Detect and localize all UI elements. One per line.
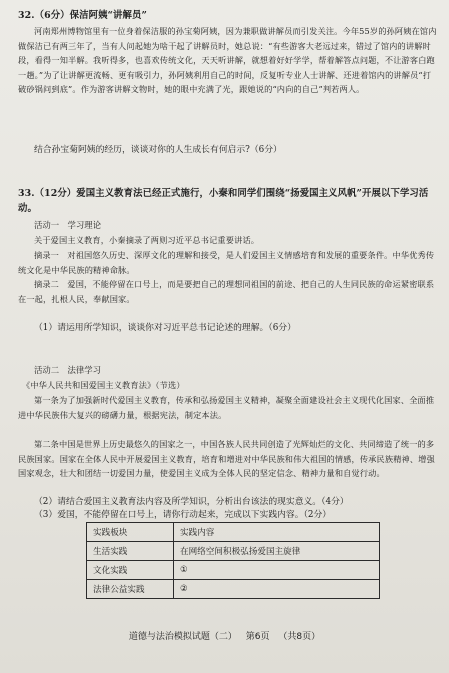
practice-table (86, 522, 380, 599)
q33-excerpt1: 摘录一 对祖国悠久历史、深厚文化的理解和接受，是人们爱国主义情感培育和发展的重要条件。中华优秀传统文化是中华民族的精神命脉。 (18, 250, 435, 275)
table-cell: 文化实践 (87, 561, 174, 580)
table-header-cell: 实践板块 (87, 523, 174, 542)
q33-ask2: （2）请结合爱国主义教育法内容及所学知识，分析出台该法的现实意义。（4分） (34, 497, 349, 507)
q32-task: 结合孙宝菊阿姨的经历，谈谈对你的人生成长有何启示?（6分） (34, 145, 282, 155)
answer-blank-2[interactable]: ② (174, 580, 380, 599)
q33-activity2-title: 活动二 法律学习 (34, 365, 101, 375)
table-cell: 在网络空间积极弘扬爱国主旋律 (174, 542, 380, 561)
q33-activity1-intro: 关于爱国主义教育，小秦摘录了两则习近平总书记重要讲话。 (34, 235, 260, 245)
q33-header: 33.（12分）爱国主义教育法已经正式施行，小秦和同学们围绕“扬爱国主义风帆”开展以下学习活动。 (18, 188, 429, 214)
q32-passage: 河南郑州博物馆里有一位身着保洁服的孙宝菊阿姨，因为兼职做讲解员而引发关注。今年55岁的孙阿姨在馆内做保洁已有两三年了，当有人问起她为啥干起了讲解员时，她总说：“有些游客大老远过来，错过了馆内的讲解时段，看得一知半解。我听得多，也喜欢传统文化，天天听讲解，就想着好好学学，帮着解答点问题，不让游客白跑一趟。”为了让讲解更流畅、更有吸引力，孙阿姨利用自己的时间，反复听专业人士讲解、还进着馆内的讲解员“打破砂锅问到底”。作为游客讲解文物时，她的眼中充满了光，跟她说的“内向的自己”判若两人。 (18, 26, 437, 95)
q33-ask1: （1）请运用所学知识，谈谈你对习近平总书记论述的理解。（6分） (34, 323, 296, 333)
table-header-cell: 实践内容 (174, 523, 380, 542)
table-cell: 生活实践 (87, 542, 174, 561)
table-row (87, 561, 380, 580)
page-footer (0, 629, 449, 642)
q33-law-title: 《中华人民共和国爱国主义教育法》（节选） (22, 380, 185, 390)
q33-article1: 第一条为了加强新时代爱国主义教育，传承和弘扬爱国主义精神，凝聚全面建设社会主义现代化国家、全面推进中华民族伟大复兴的磅礴力量，根据宪法，制定本法。 (18, 395, 435, 420)
answer-blank-1[interactable]: ① (174, 561, 380, 580)
table-row (87, 542, 380, 561)
q33-ask3: （3）爱国，不能停留在口号上，请你行动起来，完成以下实践内容。（2分） (34, 510, 332, 520)
table-cell: 法律公益实践 (87, 580, 174, 599)
q33-excerpt2: 摘录二 爱国，不能停留在口号上，而是要把自己的理想同祖国的前途、把自己的人生同民族的命运紧密联系在一起，扎根人民，奉献国家。 (18, 279, 435, 304)
q33-article2: 第二条中国是世界上历史最悠久的国家之一，中国各族人民共同创造了光辉灿烂的文化、共同缔造了统一的多民族国家。国家在全体人民中开展爱国主义教育，培育和增进对中华民族和伟大祖国的情感，传承民族精神、增强国家观念，壮大和团结一切爱国力量，使爱国主义成为全体人民的坚定信念、精神力量和自觉行动。 (18, 439, 435, 479)
footer-subject: 道德与法治模拟试题（二） (128, 632, 237, 642)
footer-page: 第6页 (245, 632, 270, 642)
q33-activity1-title: 活动一 学习理论 (34, 220, 101, 230)
table-row (87, 580, 380, 599)
q32-header: 32.（6分）保洁阿姨“讲解员” (18, 10, 147, 21)
footer-total: （共8页） (278, 632, 321, 642)
table-header-row (87, 523, 380, 542)
